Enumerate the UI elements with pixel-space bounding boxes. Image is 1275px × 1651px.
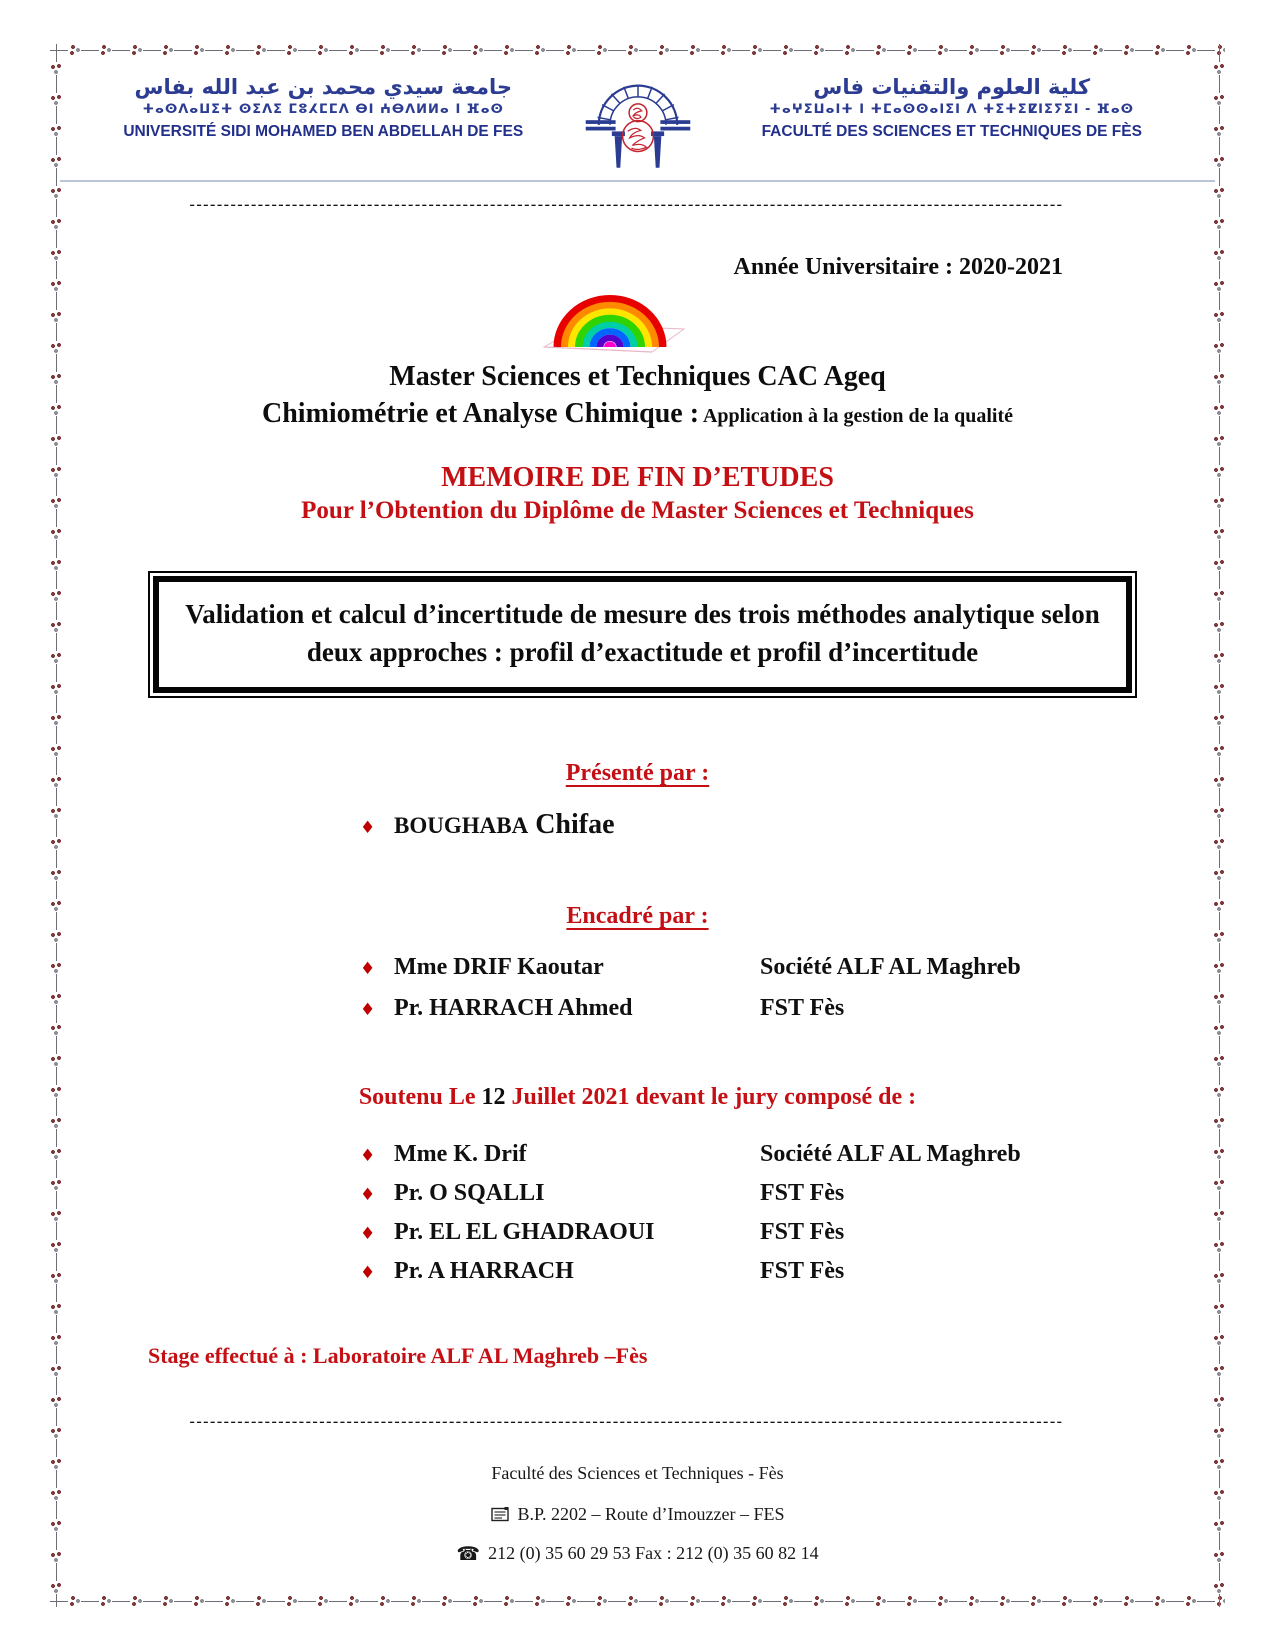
footer-address <box>60 1504 1215 1525</box>
diamond-bullet-icon <box>360 1224 394 1244</box>
university-logo <box>579 74 697 172</box>
supervisor-row <box>360 995 1215 1022</box>
university-name-tifinagh: ⵜⴰⵙⴷⴰⵡⵉⵜ ⵙⵉⴷⵉ ⵎⵓⵃⵎⵎⴷ ⴱⵏ ⵄⴱⴷⵍⵍⴰ ⵏ ⴼⴰⵙ <box>142 102 504 118</box>
author-firstname: Chifae <box>528 808 615 840</box>
diamond-bullet-icon <box>360 1000 394 1020</box>
supervisor-affiliation: FST Fès <box>760 994 845 1021</box>
institution-header <box>68 74 1207 172</box>
jury-member-affiliation: FST Fès <box>760 1218 845 1245</box>
program-subtitle <box>60 398 1215 430</box>
supervised-by-heading: Encadré par : <box>566 902 709 929</box>
author-surname: BOUGHABA <box>394 812 529 838</box>
diamond-bullet-icon <box>360 1185 394 1205</box>
supervisor-affiliation: Société ALF AL Maghreb <box>760 953 1021 980</box>
supervisor-name: Mme DRIF Kaoutar <box>394 953 604 980</box>
page-content <box>60 60 1215 1565</box>
program-subtitle-detail: Application à la gestion de la qualité <box>699 405 1013 427</box>
presented-by-heading: Présenté par : <box>565 759 710 786</box>
defense-date-number: 12 <box>481 1083 506 1110</box>
footer-faculty: Faculté des Sciences et Techniques - Fès <box>491 1462 784 1483</box>
page-border-bottom <box>50 1595 1225 1607</box>
rainbow-surface-illustration <box>538 287 688 353</box>
program-subtitle-main: Chimiométrie et Analyse Chimique : <box>262 398 700 429</box>
author-row <box>360 809 1215 841</box>
footer-phone <box>60 1543 1215 1565</box>
supervisors-list <box>60 954 1215 1022</box>
memoire-subheading: Pour l’Obtention du Diplôme de Master Sciences et Techniques <box>301 497 974 524</box>
jury-row <box>360 1180 1215 1207</box>
memoire-heading: MEMOIRE DE FIN D’ETUDES <box>441 462 834 493</box>
jury-member-affiliation: FST Fès <box>760 1179 845 1206</box>
mail-icon <box>491 1507 510 1522</box>
diamond-bullet-icon <box>360 1146 394 1166</box>
defense-heading <box>60 1084 1215 1111</box>
program-title: Master Sciences et Techniques CAC Ageq <box>389 361 886 392</box>
university-block <box>68 74 579 141</box>
university-logo-emblem <box>582 74 694 172</box>
jury-member-affiliation: Société ALF AL Maghreb <box>760 1140 1021 1167</box>
supervisor-name: Pr. HARRACH Ahmed <box>394 994 633 1021</box>
diamond-bullet-icon <box>360 959 394 979</box>
thesis-title: Validation et calcul d’incertitude de mesure des trois méthodes analytique selon deux approches : profil d’exactitude et profil d’incertitude <box>185 599 1100 668</box>
faculty-name-arabic: كلية العلوم والتقنيات فاس <box>813 75 1091 99</box>
jury-row <box>360 1141 1215 1168</box>
jury-member-name: Mme K. Drif <box>394 1140 527 1167</box>
footer-address-text: B.P. 2202 – Route d’Imouzzer – FES <box>517 1503 785 1524</box>
jury-row <box>360 1219 1215 1246</box>
faculty-name-latin: FACULTÉ DES SCIENCES ET TECHNIQUES DE FÈS <box>761 122 1142 140</box>
rainbow-surface-plot <box>538 287 688 353</box>
internship-location: Stage effectué à : Laboratoire ALF AL Maghreb –Fès <box>148 1342 648 1368</box>
academic-year: Année Universitaire : 2020-2021 <box>733 254 1063 280</box>
jury-member-name: Pr. A HARRACH <box>394 1257 574 1284</box>
faculty-name-tifinagh: ⵜⴰⵖⵉⵡⴰⵏⵜ ⵏ ⵜⵎⴰⵙⵙⴰⵏⵉⵏ ⴷ ⵜⵉⵜⵉⵇⵏⵉⵢⵉⵏ - ⴼⴰⵙ <box>769 102 1134 118</box>
defense-heading-prefix: Soutenu Le <box>358 1083 482 1110</box>
dashed-divider-bottom: -------------------------------------------------------------------------------------------------------------------------------- <box>189 1412 1064 1430</box>
university-name-latin: UNIVERSITÉ SIDI MOHAMED BEN ABDELLAH DE FES <box>123 122 524 140</box>
jury-member-name: Pr. O SQALLI <box>394 1179 545 1206</box>
faculty-block <box>697 74 1208 141</box>
university-name-arabic: جامعة سيدي محمد بن عبد الله بفاس <box>134 75 512 99</box>
phone-icon: ☎ <box>456 1542 481 1565</box>
thesis-title-box <box>148 571 1137 698</box>
jury-list <box>60 1141 1215 1285</box>
jury-member-name: Pr. EL EL GHADRAOUI <box>394 1218 655 1245</box>
page-border-top <box>50 44 1225 56</box>
diamond-bullet-icon <box>360 1263 394 1283</box>
jury-member-affiliation: FST Fès <box>760 1257 845 1284</box>
supervisor-row <box>360 954 1215 981</box>
jury-row <box>360 1258 1215 1285</box>
header-rule <box>60 180 1215 182</box>
author-name <box>394 809 760 841</box>
dashed-divider-top: -------------------------------------------------------------------------------------------------------------------------------- <box>189 196 1064 213</box>
defense-heading-suffix: Juillet 2021 devant le jury composé de : <box>505 1083 917 1110</box>
diamond-bullet-icon <box>360 818 394 838</box>
footer-phone-text: 212 (0) 35 60 29 53 Fax : 212 (0) 35 60 82 14 <box>488 1542 819 1563</box>
